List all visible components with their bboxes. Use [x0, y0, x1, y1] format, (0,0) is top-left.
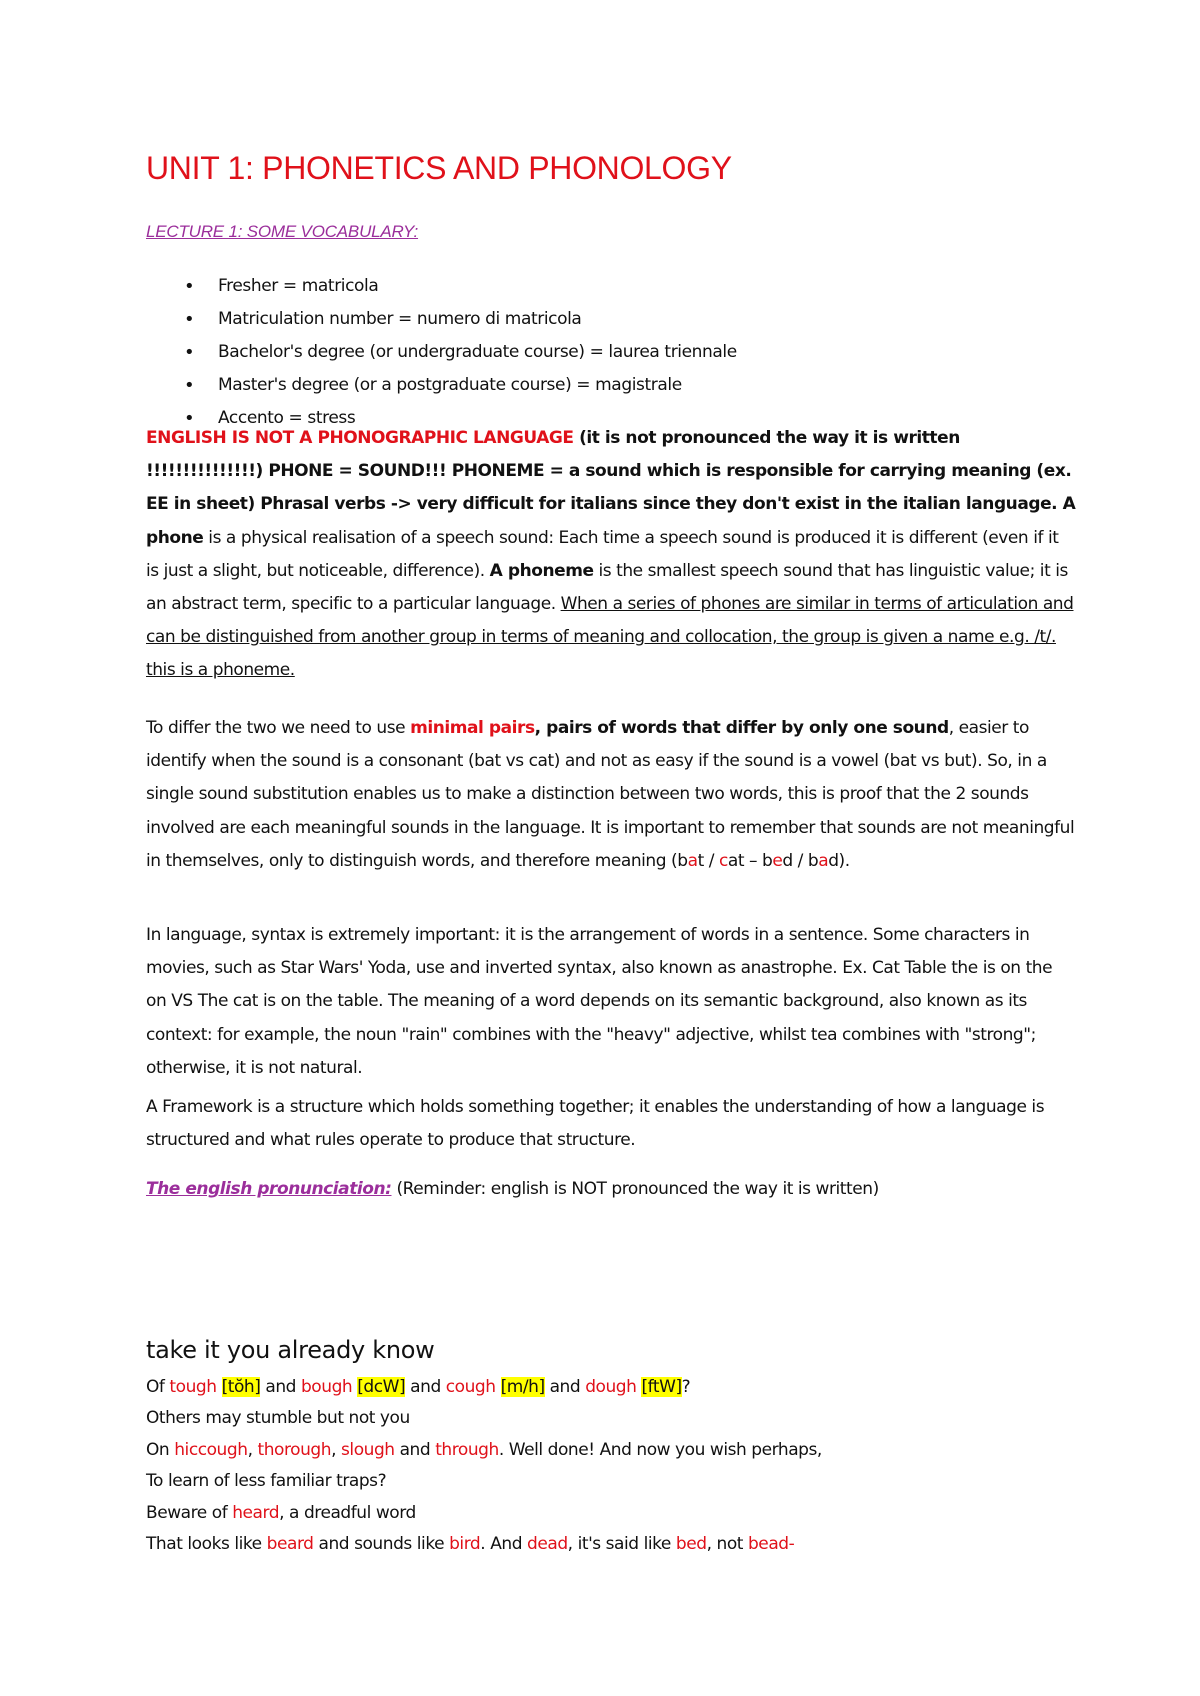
red-word: hiccough	[174, 1439, 248, 1460]
text-span: , it's said like	[567, 1534, 676, 1555]
text-span: To differ the two we need to use	[146, 718, 411, 738]
red-word: tough	[169, 1377, 217, 1397]
red-word: slough	[341, 1439, 395, 1460]
text-span: d).	[828, 850, 850, 871]
text-span: and	[394, 1439, 436, 1460]
red-word: bough	[300, 1377, 353, 1397]
poem-line: To learn of less familiar traps?	[146, 1471, 387, 1492]
text-span: and	[544, 1377, 586, 1397]
red-word: dough	[585, 1377, 637, 1397]
term-phoneme: phoneme	[507, 560, 594, 581]
red-word: bed	[675, 1534, 707, 1555]
paragraph-framework: A Framework is a structure which holds something together; it enables the understanding of how a language is structured and what rules operate to produce that structure.	[146, 1097, 1045, 1151]
example-letter: c	[718, 850, 728, 871]
emphasis-red: ENGLISH IS NOT A PHONOGRAPHIC LANGUAGE	[146, 428, 574, 448]
red-word: thorough	[257, 1439, 332, 1460]
list-item: • Master's degree (or a postgraduate course) = magistrale	[146, 369, 737, 402]
poem-line	[146, 1435, 1076, 1466]
text-span: , a dreadful word	[279, 1502, 416, 1523]
text-span: and	[405, 1377, 446, 1397]
highlighted-pronunciation: [tŏh]	[221, 1377, 261, 1397]
poem-line	[146, 1529, 1076, 1560]
list-item: • Matriculation number = numero di matricola	[146, 303, 737, 336]
paragraph-minimal-pairs	[146, 712, 1076, 878]
poem	[146, 1372, 1076, 1560]
text-span: is a physical realisation of a speech sound: Each time a speech sound is produced it is different (even if it is just a slight, but noticeable, difference).	[146, 527, 1059, 581]
list-item: • Accento = stress	[146, 402, 737, 435]
pronunciation-section	[146, 1173, 1076, 1206]
text-span: .	[1051, 494, 1063, 515]
red-word: bird	[449, 1534, 481, 1555]
text-span: , not	[706, 1534, 748, 1555]
text-span: . And	[480, 1534, 527, 1555]
poem-line	[146, 1498, 1076, 1529]
underlined-definition: When a series of phones are similar in terms of articulation and can be distinguished from another group in terms of meaning and collocation, the group is given a name e.g. /t/. this is a phoneme.	[146, 594, 1074, 681]
text-span	[496, 1377, 501, 1397]
poem-line	[146, 1372, 1076, 1403]
poem-title: take it you already know	[146, 1336, 435, 1364]
text-span: t /	[697, 850, 719, 871]
text-span	[217, 1377, 222, 1397]
list-item: • Bachelor's degree (or undergraduate course) = laurea triennale	[146, 336, 737, 369]
term-definition: pairs of words that differ by only one sound	[546, 718, 949, 738]
red-word: dead	[527, 1534, 568, 1555]
text-span: is the smallest speech sound that has linguistic value; it is an abstract term, specific to a particular language.	[146, 560, 1068, 615]
red-word: through	[435, 1439, 499, 1460]
red-word: heard	[232, 1502, 280, 1523]
pronunciation-heading: The english pronunciation:	[146, 1179, 392, 1199]
term-minimal-pairs: minimal pairs	[410, 718, 535, 738]
text-span: . Well done! And now you wish perhaps,	[498, 1439, 822, 1460]
text-span: That looks like	[146, 1534, 267, 1555]
text-span: Of	[146, 1377, 170, 1397]
text-span: d / b	[782, 850, 819, 871]
red-word: cough	[445, 1377, 496, 1397]
red-word: beard	[266, 1534, 314, 1555]
emphasis-bold: (it is not pronounced the way it is written !!!!!!!!!!!!!!!) PHONE = SOUND!!! PHONEME = a sound which is responsible for carrying meaning (ex. EE in sheet) Phrasal verbs -> very difficult for italians since they don't exist in the italian language	[146, 428, 1072, 515]
text-span: Beware of	[146, 1502, 233, 1523]
text-span: ,	[247, 1439, 258, 1460]
paragraph-syntax: In language, syntax is extremely important: it is the arrangement of words in a sentence. Some characters in movies, such as Star Wars' Yoda, use and inverted syntax, also known as anastrophe. Ex. Cat Table the is on the on VS The cat is on the table. The meaning of a word depends on its semantic background, also known as its context: for example, the noun "rain" combines with the "heavy" adjective, whilst tea combines with "strong"; otherwise, it is not natural.	[146, 925, 1053, 1078]
text-span: ,	[534, 718, 547, 738]
text-span: ?	[681, 1377, 691, 1397]
list-item: • Fresher = matricola	[146, 270, 737, 303]
text-span: at – b	[727, 850, 773, 871]
text-span: b	[677, 850, 688, 871]
text-span: On	[146, 1439, 175, 1460]
example-letter: a	[687, 850, 698, 871]
pronunciation-note: (Reminder: english is NOT pronounced the way it is written)	[391, 1179, 879, 1199]
text-span: , easier to identify when the sound is a consonant (bat vs cat) and not as easy if the sound is a vowel (bat vs but). So, in a single sound substitution enables us to make a distinction between two words, this is proof that the 2 sounds involved are each meaningful sounds in the language. It is important to remember that sounds are not meaningful in themselves, only to distinguish words, and therefore meaning (	[146, 718, 1075, 871]
red-word: bead-	[747, 1534, 795, 1555]
example-letter: e	[772, 850, 783, 871]
highlighted-pronunciation: [ftW]	[641, 1377, 682, 1397]
highlighted-pronunciation: [m/h]	[500, 1377, 545, 1397]
text-span: A	[489, 560, 508, 581]
text-span: and	[260, 1377, 301, 1397]
text-span: A	[1062, 494, 1076, 515]
example-letter: a	[818, 850, 829, 871]
text-span: and sounds like	[313, 1534, 450, 1555]
poem-line: Others may stumble but not you	[146, 1408, 410, 1429]
paragraph-phonographic	[146, 422, 1076, 688]
term-phone: phone	[146, 527, 204, 548]
page-title: UNIT 1: PHONETICS AND PHONOLOGY	[146, 150, 732, 186]
vocabulary-list	[146, 270, 737, 435]
lecture-heading: LECTURE 1: SOME VOCABULARY:	[146, 222, 419, 241]
text-span: ,	[331, 1439, 342, 1460]
highlighted-pronunciation: [dcW]	[357, 1377, 406, 1397]
